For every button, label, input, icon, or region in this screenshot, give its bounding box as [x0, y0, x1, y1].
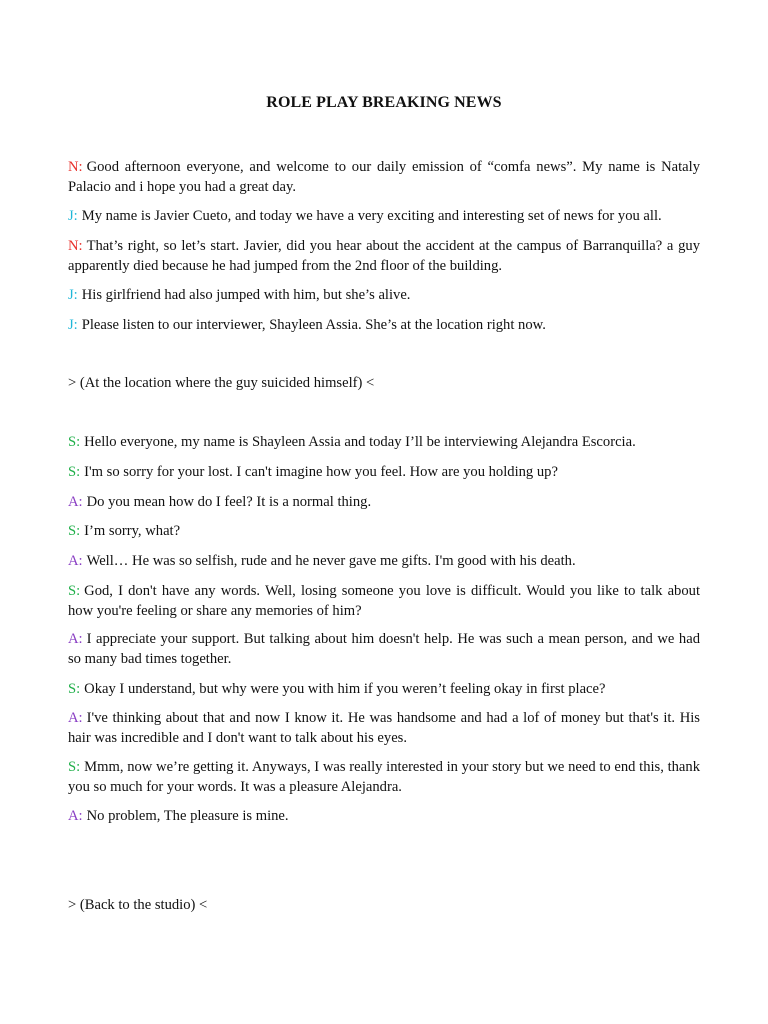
dialogue-line [68, 522, 700, 542]
scene-direction-text: > (Back to the studio) < [68, 897, 208, 913]
speaker-tag: J: [68, 208, 78, 224]
dialogue-text: Well… He was so selfish, rude and he never gave me gifts. I'm good with his death. [86, 553, 576, 569]
dialogue-text: I'm so sorry for your lost. I can't imagine how you feel. How are you holding up? [84, 464, 558, 480]
speaker-tag: N: [68, 238, 83, 254]
dialogue-line [68, 552, 700, 572]
dialogue-line [68, 680, 700, 700]
dialogue-line [68, 807, 700, 827]
speaker-tag: A: [68, 553, 83, 569]
speaker-tag: A: [68, 631, 83, 647]
dialogue-text: God, I don't have any words. Well, losing someone you love is difficult. Would you like to talk about how you're feeling or share any memories of him? [68, 583, 700, 619]
dialogue-line [68, 582, 700, 621]
dialogue-text: Do you mean how do I feel? It is a normal thing. [86, 494, 372, 510]
dialogue-text: His girlfriend had also jumped with him, but she’s alive. [81, 287, 411, 303]
speaker-tag: A: [68, 494, 83, 510]
dialogue-line [68, 158, 700, 197]
speaker-tag: S: [68, 464, 81, 480]
dialogue-line [68, 630, 700, 669]
scene-direction [68, 896, 700, 916]
dialogue-line [68, 758, 700, 797]
dialogue-line [68, 237, 700, 276]
dialogue-text: Mmm, now we’re getting it. Anyways, I was really interested in your story but we need to end this, thank you so much for your words. It was a pleasure Alejandra. [68, 759, 700, 795]
dialogue-line [68, 463, 700, 483]
dialogue-line [68, 493, 700, 513]
dialogue-text: Okay I understand, but why were you with him if you weren’t feeling okay in first place? [84, 681, 606, 697]
speaker-tag: S: [68, 759, 81, 775]
speaker-tag: J: [68, 287, 78, 303]
speaker-tag: S: [68, 583, 81, 599]
speaker-tag: A: [68, 808, 83, 824]
dialogue-text: That’s right, so let’s start. Javier, did you hear about the accident at the campus of Barranquilla? a guy apparently died because he had jumped from the 2nd floor of the building. [68, 238, 700, 274]
speaker-tag: J: [68, 317, 78, 333]
speaker-tag: S: [68, 681, 81, 697]
document-title: ROLE PLAY BREAKING NEWS [266, 94, 502, 111]
dialogue-text: Hello everyone, my name is Shayleen Assia and today I’ll be interviewing Alejandra Escorcia. [84, 434, 636, 450]
dialogue-line [68, 286, 700, 306]
scene-direction [68, 374, 700, 394]
speaker-tag: A: [68, 710, 83, 726]
dialogue-line [68, 709, 700, 748]
dialogue-text: I’m sorry, what? [84, 523, 181, 539]
dialogue-text: My name is Javier Cueto, and today we have a very exciting and interesting set of news for you all. [81, 208, 662, 224]
dialogue-line [68, 207, 700, 227]
dialogue-text: Good afternoon everyone, and welcome to our daily emission of “comfa news”. My name is Nataly Palacio and i hope you had a great day. [68, 159, 700, 195]
dialogue-text: No problem, The pleasure is mine. [86, 808, 289, 824]
speaker-tag: S: [68, 434, 81, 450]
dialogue-text: I appreciate your support. But talking about him doesn't help. He was such a mean person, and we had so many bad times together. [68, 631, 700, 667]
scene-direction-text: > (At the location where the guy suicided himself) < [68, 375, 375, 391]
dialogue-line [68, 316, 700, 336]
speaker-tag: S: [68, 523, 81, 539]
dialogue-text: Please listen to our interviewer, Shayleen Assia. She’s at the location right now. [81, 317, 546, 333]
document-page [68, 0, 700, 1024]
dialogue-line [68, 433, 700, 453]
dialogue-text: I've thinking about that and now I know it. He was handsome and had a lof of money but that's it. His hair was incredible and I don't want to talk about his eyes. [68, 710, 700, 746]
speaker-tag: N: [68, 159, 83, 175]
